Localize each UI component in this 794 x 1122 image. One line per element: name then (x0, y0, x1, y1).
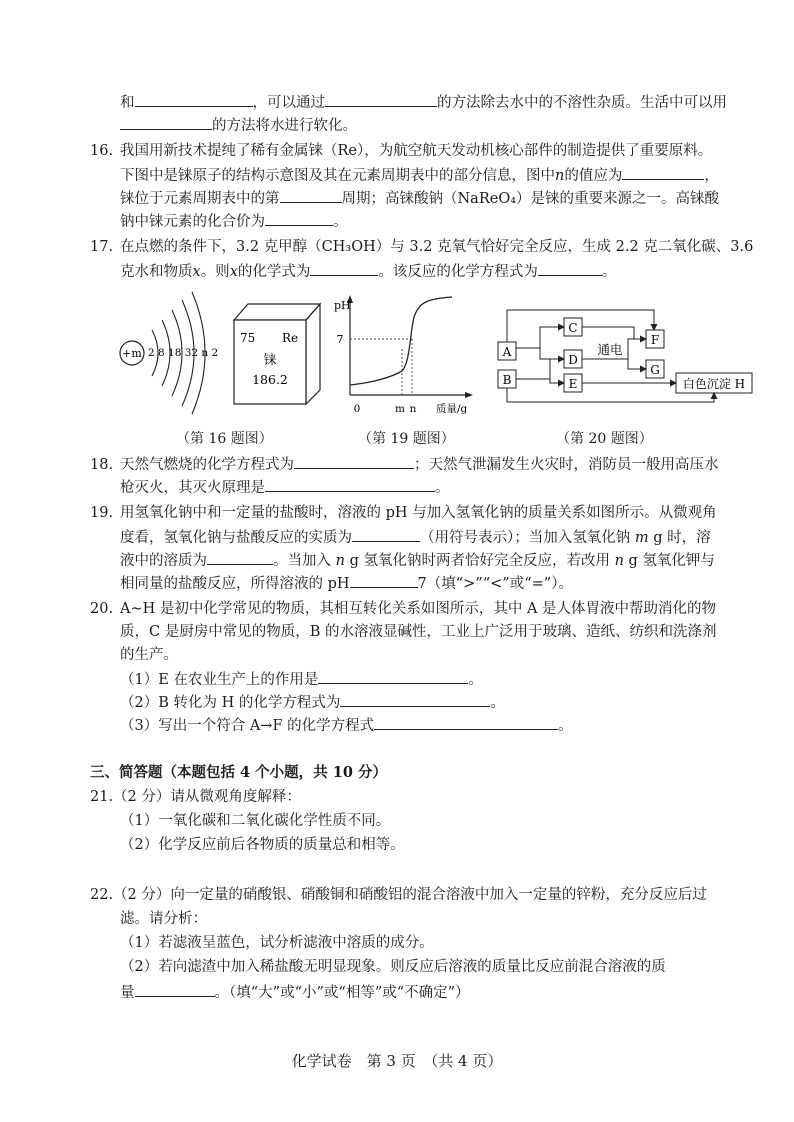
q19-line-1: 19. 用氢氧化钠中和一定量的盐酸时，溶液的 pH 与加入氢氧化钠的质量关系如图所示。从微观角 (90, 505, 717, 521)
svg-text:E: E (568, 377, 578, 391)
q19-line-2: 度看，氢氧化钠与盐酸反应的实质为 （用符号表示）；当加入氢氧化钠 m g 时，溶 (120, 525, 711, 549)
svg-text:A: A (502, 345, 512, 359)
q22-line-1: 22.（2 分）向一定量的硝酸银、硝酸铜和硝酸铝的混合溶液中加入一定量的锌粉，充分反应后过 (90, 887, 707, 903)
svg-text:D: D (568, 353, 578, 367)
ph-curve-chart (328, 293, 478, 423)
svg-text:G: G (650, 363, 660, 377)
edge-A-C (516, 327, 564, 348)
element-symbol: Re (282, 331, 299, 345)
electrolysis-label: 通电 (597, 342, 623, 357)
rhenium-atom-diagram (112, 290, 222, 418)
x-tick-0: 0 (353, 403, 361, 415)
element-name: 铼 (263, 353, 277, 368)
x-tick-m: m (395, 403, 405, 415)
edge-B-D (516, 359, 550, 379)
nucleus-label: +m (122, 347, 142, 360)
q16-line-4: 钠中铼元素的化合价为 。 (120, 209, 348, 233)
q17-line-2: 克水和物质x。则x的化学式为 。该反应的化学方程式为 。 (120, 259, 616, 283)
q22-sub-1: （1）若滤液呈蓝色，试分析滤液中溶质的成分。 (120, 935, 434, 951)
page-footer: 化学试卷 第 3 页 （共 4 页） (291, 1052, 503, 1070)
atomic-number: 75 (240, 331, 256, 345)
q21-sub-1: （1）一氧化碳和二氧化碳化学性质不同。 (120, 813, 391, 829)
q15-line-1: 和 ，可以通过 的方法除去水中的不溶性杂质。生活中可以用 (120, 90, 727, 114)
x-tick-n: n (409, 403, 417, 415)
fig20-caption: （第 20 题图） (556, 431, 653, 447)
shell-electron-counts: 2 8 18 32 n 2 (148, 347, 219, 359)
svg-text:C: C (568, 321, 578, 335)
q18-line-1: 18. 天然气燃烧的化学方程式为 ；天然气泄漏发生火灾时，消防员一般用高压水 (90, 452, 719, 476)
q21-line-1: 21.（2 分）请从微观角度解释： (90, 789, 301, 805)
q21-sub-2: （2）化学反应前后各物质的质量总和相等。 (120, 837, 405, 853)
q22-sub-2: （2）若向滤渣中加入稀盐酸无明显现象。则反应后溶液的质量比反应前混合溶液的质 (120, 959, 666, 975)
fig16-caption: （第 16 题图） (176, 431, 273, 447)
rhenium-periodic-cell (226, 298, 326, 408)
q16-line-3: 铼位于元素周期表中的第 周期；高铼酸钠（NaReO₄）是铼的重要来源之一。高铼酸 (120, 186, 719, 210)
reaction-network-diagram (494, 302, 756, 406)
q16-line-1: 16. 我国用新技术提纯了稀有金属铼（Re），为航空航天发动机核心部件的制造提供了重要原料。 (90, 143, 713, 159)
q16-line-2: 下图中是铼原子的结构示意图及其在元素周期表中的部分信息，图中n的值应为 ， (120, 163, 719, 187)
q20-sub-3: （3）写出一个符合 A→F 的化学方程式 。 (120, 713, 573, 737)
q19-line-4: 相同量的盐酸反应，所得溶液的 pH 7（填“>”“<”或“=”）。 (120, 571, 573, 595)
svg-text:白色沉淀 H: 白色沉淀 H (682, 377, 746, 391)
fig19-caption: （第 19 题图） (358, 431, 455, 447)
q20-line-3: 的生产。 (120, 647, 178, 663)
y-tick-7: 7 (336, 333, 344, 346)
q20-line-2: 质，C 是厨房中常见的物质，B 的水溶液显碱性，工业上广泛用于玻璃、造纸、纺织和洗涤剂 (120, 624, 717, 640)
edge-B-E (550, 379, 564, 383)
y-axis-label: pH (334, 299, 351, 312)
x-axis-label: 质量/g (436, 403, 468, 415)
atomic-mass: 186.2 (252, 372, 288, 387)
edge-A-D (540, 348, 564, 359)
section-3-title: 三、简答题（本题包括 4 个小题，共 10 分） (90, 764, 387, 781)
svg-text:F: F (650, 333, 660, 347)
q19-line-3: 液中的溶质为 。当加入 n g 氢氧化钠时两者恰好完全反应，若改用 n g 氢氧化钾与 (120, 548, 715, 572)
edge-C-F (582, 327, 646, 339)
q20-sub-1: （1）E 在农业生产上的作用是 。 (120, 667, 483, 691)
svg-text:B: B (502, 373, 512, 387)
edge-D-G (628, 359, 646, 369)
q22-line-2: 滤。请分析： (120, 911, 207, 927)
ph-curve (350, 297, 452, 385)
q20-sub-2: （2）B 转化为 H 的化学方程式为 。 (120, 690, 505, 714)
q22-sub-3: 量 。（填“大”或“小”或“相等”或“不确定”） (120, 980, 470, 1004)
q15-line-2: 的方法将水进行软化。 (120, 113, 357, 137)
q17-line-1: 17. 在点燃的条件下，3.2 克甲醇（CH₃OH）与 3.2 克氧气恰好完全反应，生成 2.2 克二氧化碳、3.6 (90, 239, 754, 255)
q20-line-1: 20. A~H 是初中化学常见的物质，其相互转化关系如图所示，其中 A 是人体胃液中帮助消化的物 (90, 601, 717, 617)
q18-line-2: 枪灭火，其灭火原理是 。 (120, 475, 450, 499)
